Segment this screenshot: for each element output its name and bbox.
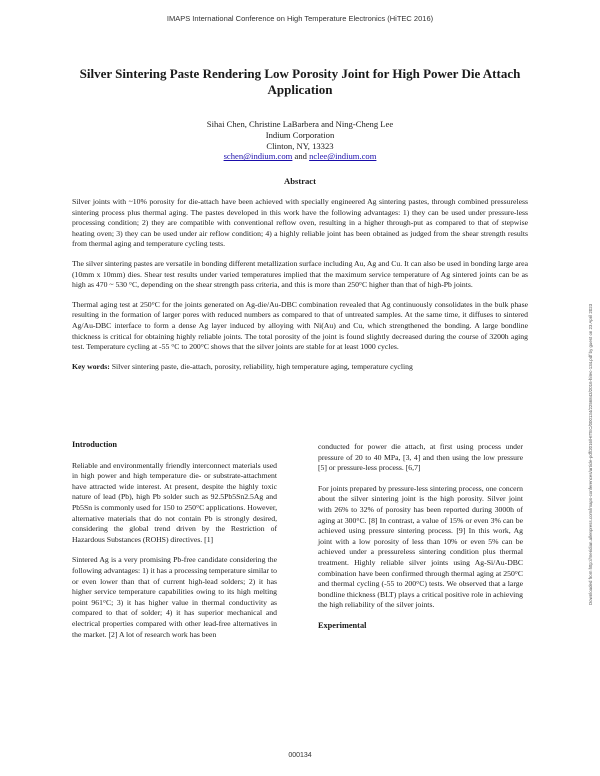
intro-paragraph-2: Sintered Ag is a very promising Pb-free candidate considering the following advantages: 1) it has a processing temperature similar to or even lower than that of current high-lead solders; 2) it has higher service temperature capabilities owing to its high melting point 961°C; 3) it has higher value in thermal conductivity as compared to that of solder; 4) it has superior mechanical and electrical properties compared with other lead-free alternatives in the market. [2] A lot of research work has been [72, 555, 277, 639]
author-block [100, 119, 500, 162]
abstract-paragraph-3: Thermal aging test at 250°C for the joints generated on Ag-die/Au-DBC combination revealed that Ag continuously consolidates in the bulk phase resulting in the formation of larger pores with reduced numbers as compared to that of untreated samples. At the same time, it diffuses to sintered Ag/Au-DBC interface to form a dense Ag layer induced by alloying with Ni(Au) and Cu, which strengthened the bonding. A large bondline thickness is critical for obtaining highly reliable joints. The total porosity of the joint is found slightly decreased during the course of 3200h aging test. Temperature cycling at -55 °C to 200°C shows that the silver joints are stable for at least 1000 cycles. [72, 299, 528, 352]
author-names: Sihai Chen, Christine LaBarbera and Ning-Cheng Lee [206, 119, 394, 129]
intro-paragraph-1: Reliable and environmentally friendly interconnect materials used in high power and high temperature die- or substrate-attachment have attracted wide interest. At present, despite the highly toxic nature of lead (Pb), high Pb solder such as 92.5Pb5Sn2.5Ag and Pb5Sn is commonly used for 150 to 250°C applications. However, alternative materials that do not contain Pb is strongly desired, considering the global trend driven by the Restriction of Hazardous Substances (ROHS) directives. [1] [72, 460, 277, 544]
paper-title: Silver Sintering Paste Rendering Low Porosity Joint for High Power Die Attach Application [79, 66, 521, 97]
location: Clinton, NY, 13323 [266, 140, 334, 151]
intro-paragraph-3: conducted for power die attach, at first using process under pressure of 20 to 40 MPa, [3, 4] and then using the low pressure [5] or pressure-less process. [6,7] [318, 442, 523, 473]
left-column [72, 440, 277, 650]
email-separator: and [292, 151, 310, 162]
abstract-heading: Abstract [284, 176, 316, 186]
keywords-line [72, 362, 528, 373]
download-note: Downloaded from http://meridian.allenpress.com/imaps-conferences/article-pdf/2016/HITEC/000134/2256843/2016-hitec-134.pdf by guest on 23 April 2023 [588, 303, 593, 605]
abstract-paragraph-2: The silver sintering pastes are versatile in bonding different metallization surface including Au, Ag and Cu. It can also be used in bonding large area (10mm x 10mm) dies. Shear test results under varied temperatures implied that the maximum service temperature of Ag sintered joints can be as high as 470 ~ 530 °C, depending on the shear strength pass criteria, and this is more than 250°C higher than that of high-Pb joints. [72, 258, 528, 290]
right-column [318, 442, 523, 642]
keywords-label: Key words: [72, 361, 110, 371]
abstract-paragraph-1: Silver joints with ~10% porosity for die-attach have been achieved with specially engineered Ag sintering pastes, through combined pressureless sintering process plus thermal aging. The pastes developed in this work have the following advantages: 1) they can be used under pressure-less processing condition; 2) they are compatible with conventional reflow oven, resulting in a higher through-put as compared to that of stepwise heating oven; 3) they can be used under air reflow condition; 4) a highly reliable joint has been obtained as judged from the shear strength results from thermal aging and temperature cycling tests. [72, 197, 528, 249]
affiliation: Indium Corporation [265, 129, 335, 140]
experimental-heading: Experimental [318, 620, 367, 630]
page-number: 000134 [288, 752, 312, 759]
email-link-schen[interactable]: schen@indium.com [223, 151, 293, 162]
email-link-nclee[interactable]: nclee@indium.com [309, 151, 377, 162]
email-line [100, 151, 500, 162]
introduction-heading: Introduction [72, 440, 118, 449]
conference-header: IMAPS International Conference on High Temperature Electronics (HiTEC 2016) [166, 14, 434, 23]
abstract-body [72, 197, 528, 381]
intro-paragraph-4: For joints prepared by pressure-less sintering process, one concern about the silver sintering joint is the high porosity. Silver joint with 26% to 32% of porosity has been reported during 3000h of aging at 300°C. [8] In contrast, a value of 15% or even 3% can be achieved using pressure sintering process. [9] In this work, Ag joint with a low porosity of less than 10% or even 5% can be achieved under a pressureless sintering condition plus thermal treatment. Highly reliable silver joints using Ag-Si/Au-DBC combination have been confirmed through thermal aging at 250°C and thermal cycling (-55 to 200°C) tests. We observed that a large bondline thickness (BLT) plays a critical positive role in achieving the high reliability of the silver joints. [318, 483, 523, 610]
keywords-text: Silver sintering paste, die-attach, porosity, reliability, high temperature aging, temperature cycling [109, 361, 413, 371]
